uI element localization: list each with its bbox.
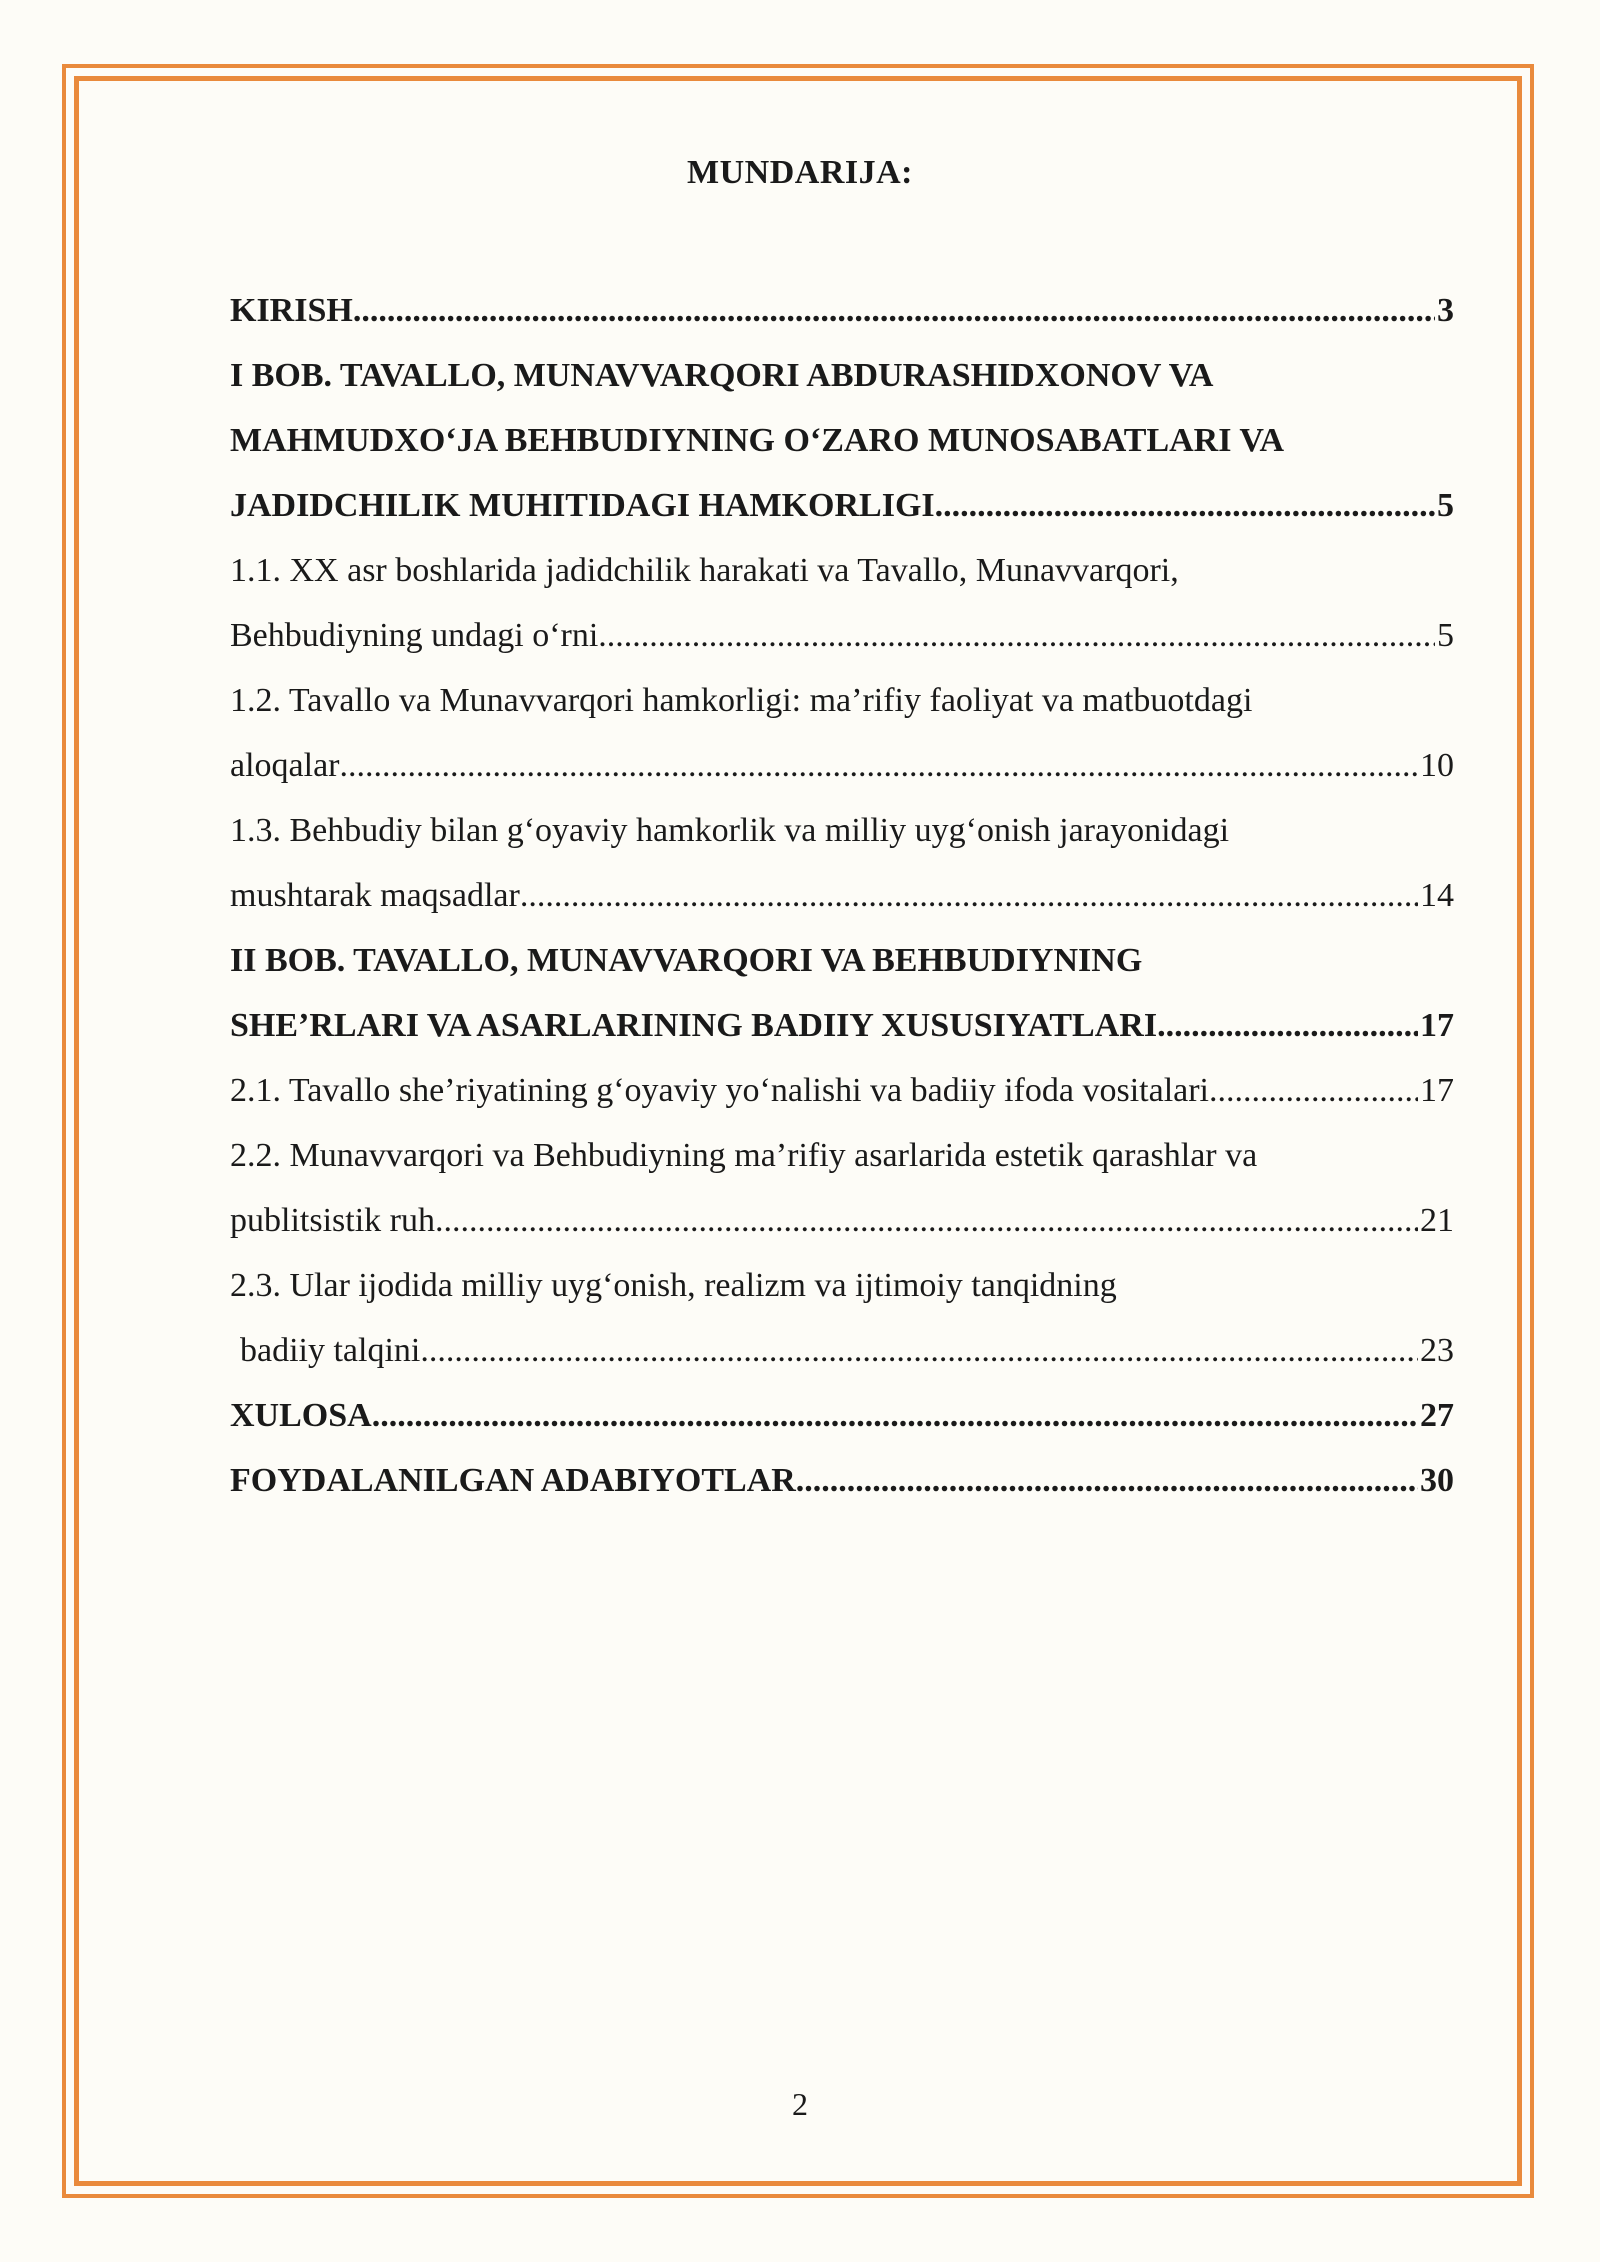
toc-leader-dots: [372, 1383, 1418, 1448]
toc-leader-dots: [520, 863, 1418, 928]
toc-page-number: 30: [1420, 1462, 1454, 1499]
toc-line: [230, 408, 1454, 473]
toc-leader-dots: [1209, 1058, 1418, 1123]
toc-page-number: 5: [1437, 487, 1454, 524]
toc-leader-dots: [935, 473, 1435, 538]
toc-entry: [230, 278, 1454, 343]
toc-line: [230, 1318, 1454, 1383]
toc-entry: [230, 1383, 1454, 1448]
toc-line: [230, 603, 1454, 668]
toc-line-text: XULOSA: [230, 1397, 372, 1434]
toc-line: [230, 473, 1454, 538]
toc-page-number: 23: [1420, 1332, 1454, 1369]
toc-line-text: SHE’RLARI VA ASARLARINING BADIIY XUSUSIYATLARI: [230, 1007, 1158, 1044]
toc-line: [230, 1448, 1454, 1513]
toc-page-number: 21: [1420, 1202, 1454, 1239]
toc-leader-dots: [598, 603, 1435, 668]
toc-line: [230, 928, 1454, 993]
toc-line: [230, 1253, 1454, 1318]
toc-line: [230, 538, 1454, 603]
toc-leader-dots: [340, 733, 1419, 798]
toc-line-text: mushtarak maqsadlar: [230, 877, 520, 914]
toc-page-number: 14: [1420, 877, 1454, 914]
toc-page-number: 5: [1437, 617, 1454, 654]
toc-entry: [230, 1123, 1454, 1253]
toc-line-text: badiiy talqini: [240, 1332, 421, 1369]
toc-line: [230, 1123, 1454, 1188]
toc-line-text: 1.1. XX asr boshlarida jadidchilik harakati va Tavallo, Munavvarqori,: [230, 552, 1179, 589]
toc-line-text: 2.3. Ular ijodida milliy uyg‘onish, realizm va ijtimoiy tanqidning: [230, 1267, 1117, 1304]
toc-line: [230, 1058, 1454, 1123]
toc-entry: [230, 668, 1454, 798]
toc-line: [230, 863, 1454, 928]
toc-line-text: KIRISH: [230, 292, 353, 329]
toc-line-text: FOYDALANILGAN ADABIYOTLAR: [230, 1462, 796, 1499]
toc-line-text: Behbudiyning undagi o‘rni: [230, 617, 599, 654]
toc-leader-dots: [353, 278, 1435, 343]
page-number: 2: [792, 2086, 808, 2122]
toc-leader-dots: [1157, 993, 1418, 1058]
toc-line: [230, 1383, 1454, 1448]
toc-leader-dots: [420, 1318, 1418, 1383]
toc-line: [230, 668, 1454, 733]
toc-line-text: 1.2. Tavallo va Munavvarqori hamkorligi: ma’rifiy faoliyat va matbuotdagi: [230, 682, 1253, 719]
toc-entry: [230, 798, 1454, 928]
toc-page-number: 27: [1420, 1397, 1454, 1434]
toc-line-text: publitsistik ruh: [230, 1202, 435, 1239]
toc-line-text: 2.1. Tavallo she’riyatining g‘oyaviy yo‘nalishi va badiiy ifoda vositalari: [230, 1072, 1209, 1109]
toc-page-number: 3: [1437, 292, 1454, 329]
toc-line: [230, 343, 1454, 408]
toc-leader-dots: [796, 1448, 1418, 1513]
toc-entry: [230, 1058, 1454, 1123]
page-title: MUNDARIJA:: [687, 154, 913, 191]
toc-page-number: 10: [1420, 747, 1454, 784]
toc-line-text: I BOB. TAVALLO, MUNAVVARQORI ABDURASHIDXONOV VA: [230, 357, 1214, 394]
toc-line-text: 1.3. Behbudiy bilan g‘oyaviy hamkorlik va milliy uyg‘onish jarayonidagi: [230, 812, 1230, 849]
toc-line: [230, 733, 1454, 798]
toc-line-text: MAHMUDXO‘JA BEHBUDIYNING O‘ZARO MUNOSABATLARI VA: [230, 422, 1285, 459]
toc-entry: [230, 1253, 1454, 1383]
toc-line: [230, 278, 1454, 343]
table-of-contents: [230, 278, 1454, 1513]
toc-line: [230, 798, 1454, 863]
toc-line-text: aloqalar: [230, 747, 340, 784]
toc-line-text: II BOB. TAVALLO, MUNAVVARQORI VA BEHBUDIYNING: [230, 942, 1143, 979]
toc-line-text: 2.2. Munavvarqori va Behbudiyning ma’rifiy asarlarida estetik qarashlar va: [230, 1137, 1258, 1174]
toc-page-number: 17: [1420, 1072, 1454, 1109]
toc-leader-dots: [435, 1188, 1418, 1253]
toc-entry: [230, 1448, 1454, 1513]
toc-line: [230, 993, 1454, 1058]
toc-entry: [230, 928, 1454, 1058]
toc-line-text: JADIDCHILIK MUHITIDAGI HAMKORLIGI: [230, 487, 935, 524]
toc-page-number: 17: [1420, 1007, 1454, 1044]
toc-entry: [230, 538, 1454, 668]
toc-line: [230, 1188, 1454, 1253]
toc-entry: [230, 343, 1454, 538]
